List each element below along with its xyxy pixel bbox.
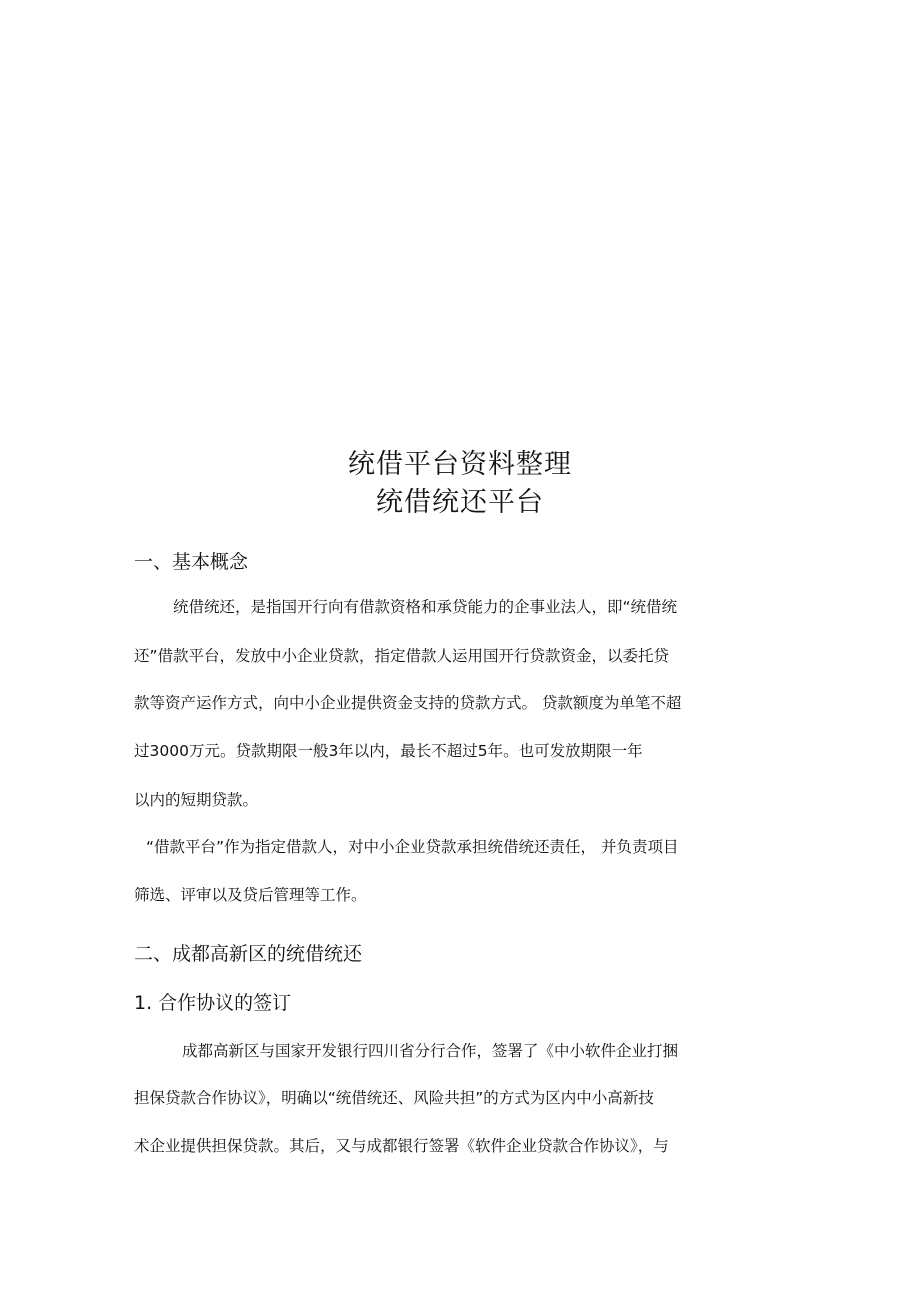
subsection-heading-agreement: 1. 合作协议的签订 (134, 992, 292, 1014)
document-title: 统借平台资料整理 (348, 449, 572, 480)
paragraph-line: “借款平台”作为指定借款人，对中小企业贷款承担统借统还责任， 并负责项目 (146, 838, 679, 856)
section-heading-chengdu: 二、成都高新区的统借统还 (134, 943, 363, 965)
paragraph-line: 担保贷款合作协议》，明确以“统借统还、风险共担”的方式为区内中小高新技 (134, 1089, 654, 1107)
section-heading-basic-concept: 一、基本概念 (134, 551, 249, 573)
paragraph-line: 筛选、评审以及贷后管理等工作。 (134, 886, 367, 904)
paragraph-line: 统借统还，是指国开行向有借款资格和承贷能力的企事业法人，即“统借统 (173, 598, 678, 616)
document-subtitle: 统借统还平台 (376, 487, 544, 518)
paragraph-line: 术企业提供担保贷款。其后，又与成都银行签署《软件企业贷款合作协议》，与 (134, 1137, 669, 1155)
paragraph-line: 还”借款平台，发放中小企业贷款，指定借款人运用国开行贷款资金，以委托贷 (134, 647, 670, 665)
paragraph-line: 款等资产运作方式，向中小企业提供资金支持的贷款方式。 贷款额度为单笔不超 (134, 694, 682, 712)
paragraph-line: 成都高新区与国家开发银行四川省分行合作，签署了《中小软件企业打捆 (182, 1042, 679, 1060)
paragraph-line: 过3000万元。贷款期限一般3年以内，最长不超过5年。也可发放期限一年 (134, 742, 643, 760)
paragraph-line: 以内的短期贷款。 (134, 791, 259, 809)
